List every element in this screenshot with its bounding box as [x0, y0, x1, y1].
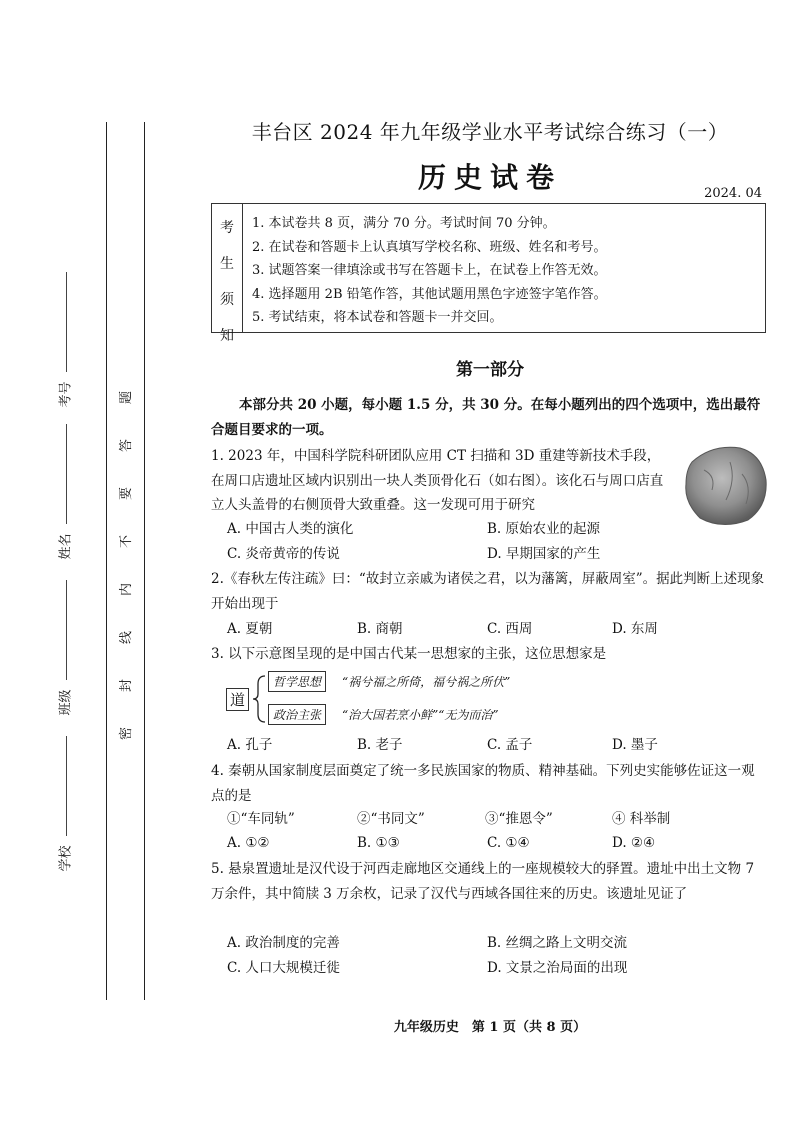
field-line-1 [66, 272, 67, 372]
seal-char: 线 [119, 630, 135, 645]
field-label-kaohao: 考号 [58, 381, 74, 408]
field-line-3 [66, 580, 67, 680]
binding-line-left [106, 122, 107, 1000]
option-c[interactable]: C. 炎帝黄帝的传说 [227, 546, 340, 562]
option-d[interactable]: D. 早期国家的产生 [487, 546, 601, 562]
notice-label: 考 生 须 知 [212, 204, 243, 332]
option-b[interactable]: B. 商朝 [357, 621, 403, 637]
question-4-stem: 4. 秦朝从国家制度层面奠定了统一多民族国家的物质、精神基础。下列史实能够佐证这一观点的是 [211, 763, 755, 804]
question-3-diagram [224, 670, 584, 728]
statement-item: ①“车同轨” [227, 811, 295, 827]
diagram-quote-politics: “治大国若烹小鲜”“无为而治” [342, 708, 499, 722]
field-line-4 [66, 736, 67, 836]
notice-item: 2. 在试卷和答题卡上认真填写学校名称、班级、姓名和考号。 [252, 239, 607, 255]
field-label-banji: 班级 [58, 689, 74, 716]
option-b[interactable]: B. 丝绸之路上文明交流 [487, 935, 628, 951]
option-a[interactable]: A. 夏朝 [227, 621, 273, 637]
diagram-quote-philosophy: “祸兮福之所倚，福兮祸之所伏” [342, 675, 511, 689]
statement-item: ②“书同文” [357, 811, 425, 827]
binding-line-right [144, 122, 145, 1000]
statement-item: ④ 科举制 [612, 811, 671, 827]
exam-date: 2024. 04 [704, 186, 762, 201]
option-a[interactable]: A. 孔子 [227, 737, 273, 753]
diagram-label-politics: 政治主张 [268, 704, 326, 725]
field-label-xuexiao: 学校 [58, 845, 74, 872]
option-b[interactable]: B. 原始农业的起源 [487, 521, 601, 537]
option-d[interactable]: D. 东周 [612, 621, 658, 637]
option-d[interactable]: D. ②④ [612, 835, 656, 851]
exam-subtitle: 历史试卷 [417, 161, 562, 194]
section-title: 第一部分 [456, 360, 524, 380]
option-d[interactable]: D. 墨子 [612, 737, 658, 753]
seal-char: 要 [119, 486, 135, 501]
option-c[interactable]: C. ①④ [487, 835, 530, 851]
page-footer: 九年级历史 第 1 页（共 8 页） [393, 1020, 587, 1035]
question-3-stem: 3. 以下示意图呈现的是中国古代某一思想家的主张，这位思想家是 [211, 646, 607, 662]
notice-item: 1. 本试卷共 8 页，满分 70 分。考试时间 70 分钟。 [252, 216, 556, 231]
notice-item: 4. 选择题用 2B 铅笔作答，其他试题用黑色字迹签字笔作答。 [252, 286, 607, 302]
option-a[interactable]: A. 政治制度的完善 [227, 935, 340, 951]
notice-box [211, 203, 766, 344]
seal-char: 答 [119, 438, 135, 453]
question-1-stem: 1. 2023 年，中国科学院科研团队应用 CT 扫描和 3D 重建等新技术手段，在周口店遗址区域内识别出一块人类顶骨化石（如右图）。该化石与周口店直立人头盖骨的右侧顶骨大致重叠。这一发现可用于研究 [211, 448, 664, 513]
notice-item: 5. 考试结束，将本试卷和答题卡一并交回。 [252, 310, 503, 325]
field-line-2 [66, 424, 67, 524]
diagram-center: 道 [226, 688, 249, 711]
option-c[interactable]: C. 孟子 [487, 737, 533, 753]
seal-char: 题 [119, 390, 135, 405]
seal-char: 密 [119, 726, 135, 741]
option-b[interactable]: B. ①③ [357, 835, 400, 851]
skull-fossil-image [682, 440, 768, 528]
option-d[interactable]: D. 文景之治局面的出现 [487, 960, 628, 976]
seal-char: 封 [119, 678, 135, 693]
brace-icon [252, 674, 266, 724]
notice-item: 3. 试题答案一律填涂或书写在答题卡上，在试卷上作答无效。 [252, 263, 607, 278]
notice-list [252, 212, 607, 330]
option-a[interactable]: A. ①② [227, 835, 270, 851]
statement-item: ③“推恩令” [485, 811, 553, 827]
section-intro: 本部分共 20 小题，每小题 1.5 分，共 30 分。在每小题列出的四个选项中，选出最符合题目要求的一项。 [211, 397, 761, 438]
option-c[interactable]: C. 西周 [487, 621, 533, 637]
option-c[interactable]: C. 人口大规模迁徙 [227, 960, 340, 976]
question-2-stem: 2.《春秋左传注疏》曰：“故封立亲戚为诸侯之君，以为藩篱，屏蔽周室”。据此判断上述现象开始出现于 [211, 571, 765, 612]
option-b[interactable]: B. 老子 [357, 737, 403, 753]
question-5-stem: 5. 悬泉置遗址是汉代设于河西走廊地区交通线上的一座规模较大的驿置。遗址中出土文物 7 万余件，其中简牍 3 万余枚，记录了汉代与西域各国往来的历史。该遗址见证了 [211, 861, 755, 902]
option-a[interactable]: A. 中国古人类的演化 [227, 521, 354, 537]
exam-title: 丰台区 2024 年九年级学业水平考试综合练习（一） [251, 120, 729, 144]
field-label-xingming: 姓名 [58, 533, 74, 560]
seal-char: 内 [119, 582, 135, 597]
diagram-label-philosophy: 哲学思想 [268, 671, 326, 692]
seal-char: 不 [119, 534, 135, 549]
